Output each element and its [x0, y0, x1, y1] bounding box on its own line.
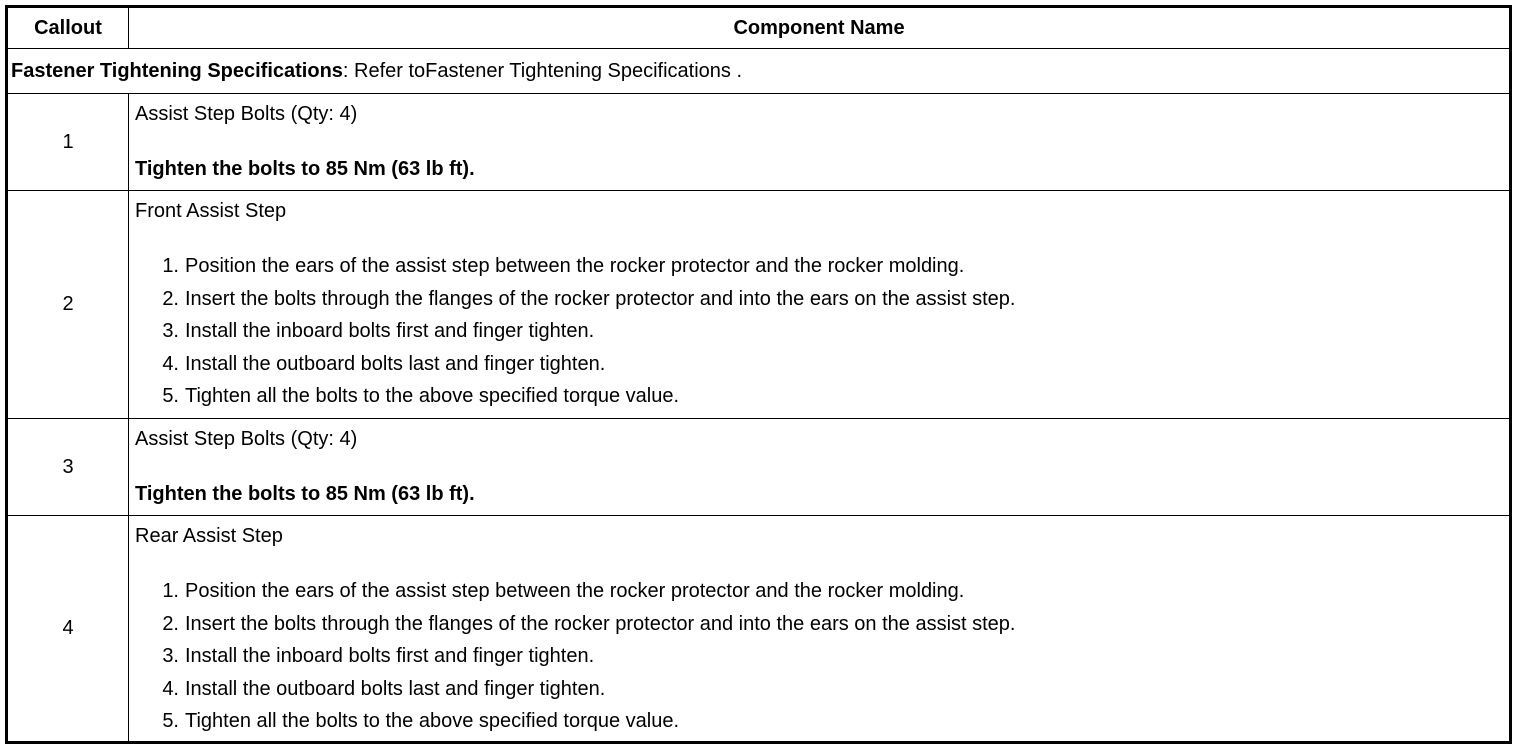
component-table: [5, 5, 1512, 744]
procedure-step: 1. Position the ears of the assist step between the rocker protector and the rocker molding.: [162, 580, 965, 602]
component-name: Rear Assist Step: [135, 525, 283, 547]
component-cell: [129, 419, 1509, 515]
table-row: [8, 190, 1509, 418]
torque-note: Tighten the bolts to 85 Nm (63 lb ft).: [135, 158, 475, 180]
procedure-step: 3. Install the inboard bolts first and finger tighten.: [162, 645, 595, 667]
component-cell: [129, 94, 1509, 190]
torque-note: Tighten the bolts to 85 Nm (63 lb ft).: [135, 483, 475, 505]
procedure-step: 5. Tighten all the bolts to the above specified torque value.: [162, 710, 680, 732]
spec-label: Fastener Tightening Specifications: [11, 59, 343, 82]
callout-cell: 4: [8, 516, 129, 741]
procedure-step: 1. Position the ears of the assist step between the rocker protector and the rocker molding.: [162, 255, 965, 277]
component-name: Assist Step Bolts (Qty: 4): [135, 428, 358, 450]
procedure-step: 5. Tighten all the bolts to the above specified torque value.: [162, 385, 680, 407]
spec-text: : Refer toFastener Tightening Specifications .: [342, 59, 743, 82]
callout-cell: 3: [8, 419, 129, 515]
callout-cell: 1: [8, 94, 129, 190]
table-row: [8, 515, 1509, 741]
component-cell: [129, 516, 1509, 741]
header-component-name: Component Name: [733, 16, 905, 39]
procedure-step: 3. Install the inboard bolts first and finger tighten.: [162, 320, 595, 342]
procedure-step: 2. Insert the bolts through the flanges of the rocker protector and into the ears on the assist step.: [162, 288, 1016, 310]
procedure-step: 4. Install the outboard bolts last and finger tighten.: [162, 353, 606, 375]
procedure-step: 4. Install the outboard bolts last and finger tighten.: [162, 678, 606, 700]
header-callout: Callout: [8, 8, 129, 48]
component-cell: [129, 191, 1509, 418]
spec-cell: [11, 49, 742, 93]
component-name: Front Assist Step: [135, 200, 287, 222]
table-row: [8, 93, 1509, 190]
callout-cell: 2: [8, 191, 129, 418]
table-row: [8, 418, 1509, 515]
procedure-step: 2. Insert the bolts through the flanges of the rocker protector and into the ears on the assist step.: [162, 613, 1016, 635]
spec-row: [8, 48, 1509, 93]
table-header-row: [8, 8, 1509, 48]
component-name: Assist Step Bolts (Qty: 4): [135, 103, 358, 125]
